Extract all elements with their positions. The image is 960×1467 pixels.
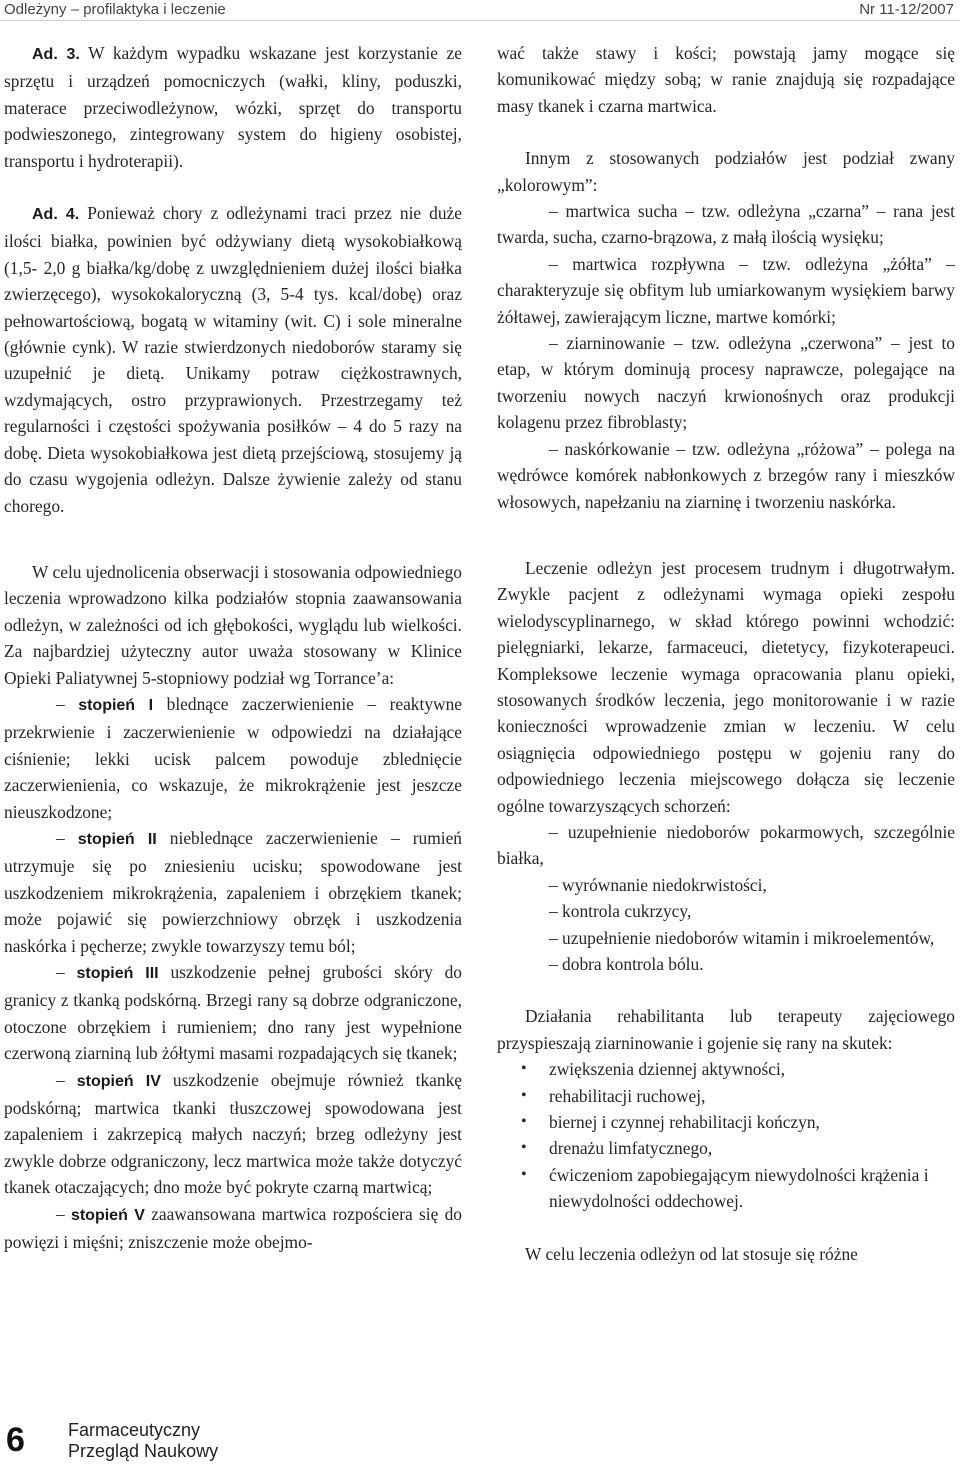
stage-3-label: stopień III xyxy=(76,965,159,982)
left-column xyxy=(4,40,462,1255)
general-item: – wyrównanie niedokrwistości, xyxy=(549,874,767,895)
bullet-icon: • xyxy=(521,1060,527,1078)
ad4-paragraph xyxy=(4,200,462,519)
list-item: • zwiększenia dziennej aktywności, xyxy=(497,1056,955,1082)
list-item: • drenażu limfatycznego, xyxy=(497,1135,955,1161)
stage-2-label: stopień II xyxy=(77,830,157,848)
color-item-black: – martwica sucha – tzw. odleżyna „czarna” – rana jest twarda, sucha, czarno-brązowa, z małą ilością wysięku; xyxy=(497,201,955,248)
ad3-paragraph xyxy=(4,40,462,174)
treatment-paragraph: Leczenie odleżyn jest procesem trudnym i długotrwałym. Zwykle pacjent z odleżynami wymaga opieki zespołu wielodyscyplinarnego, w skład którego powinni wchodzić: pielęgniarki, lekarze, farmaceuci, dietetycy, fizykoterapeuci. Kompleksowe leczenie wymaga opracowania planu opieki, stosowanych środków leczenia, jego monitorowanie i w razie konieczności wprowadzenie zmian w leczeniu. W celu osiągnięcia odpowiedniego postępu w gojeniu rany do odpowiedniego leczenia miejscowego dołącza się leczenie ogólne towarzyszących schorzeń: xyxy=(497,557,955,816)
general-item: – kontrola cukrzycy, xyxy=(549,901,692,922)
general-item: – uzupełnienie niedoborów witamin i mikroelementów, xyxy=(549,927,935,948)
journal-name: Farmaceutyczny Przegląd Naukowy xyxy=(68,1420,219,1461)
page-header xyxy=(0,0,960,21)
bullet-icon: • xyxy=(521,1165,527,1183)
stage-2-item: – stopień II nieblednące zaczerwienienie – rumień utrzymuje się po zniesieniu ucisku; spowodowane jest uszkodzeniem mikrokrążenia, zapaleniem i obrzękiem tkanek; może pojawić się powierzchniowy obrzęk i uszkodzenia naskórka i pęcherze; zwykle towarzyszy temu ból; xyxy=(4,827,462,956)
list-item: • rehabilitacji ruchowej, xyxy=(497,1083,955,1109)
bullet-icon: • xyxy=(521,1139,527,1157)
stage-3-item: – stopień III uszkodzenie pełnej grubości skóry do granicy z tkanką podskórną. Brzegi rany są dobrze odgraniczone, otoczone obrzękiem i rumieniem; dno rany jest wypełnione czerwoną ziarniną lub żółtymi masami rozpadających się tkanek; xyxy=(4,962,463,1064)
running-title: Odleżyny – profilaktyka i leczenie xyxy=(4,1,226,18)
stage-1-item: – stopień I blednące zaczerwienienie – reaktywne przekrwienie i zaczerwienienie w odpowiedzi na działające ciśnienie; lekki ucisk palcem powoduje zblednięcie zaczerwienienia, co wskazuje, że mikrokrążenie jest jeszcze nieuszkodzone; xyxy=(4,693,462,822)
right-column xyxy=(497,40,955,1267)
rehab-intro: Działania rehabilitanta lub terapeuty zajęciowego przyspieszają ziarninowanie i gojenie się rany na skutek: xyxy=(497,1006,955,1053)
color-item-red: – ziarninowanie – tzw. odleżyna „czerwona” – jest to etap, w którym dominują procesy naprawcze, polegające na tworzeniu nowych naczyń krwionośnych oraz produkcji kolagenu przez fibroblasty; xyxy=(497,333,956,433)
final-paragraph: W celu leczenia odleżyn od lat stosuje się różne xyxy=(525,1243,858,1264)
color-item-yellow: – martwica rozpływna – tzw. odleżyna „żółta” – charakteryzuje się obfitym lub umiarkowanym wysiękiem barwy żółtawej, zawierającym liczne, martwe komórki; xyxy=(497,253,956,327)
list-item: • biernej i czynnej rehabilitacji kończyn, xyxy=(497,1109,955,1135)
stage-4-label: stopień IV xyxy=(76,1072,161,1090)
stage-1-label: stopień I xyxy=(78,696,154,714)
general-item: – dobra kontrola bólu. xyxy=(549,954,704,974)
ad4-text: Ponieważ chory z odleżynami traci przez nie duże ilości białka, powinien być odżywiany dietą wysokobiałkową (1,5- 2,0 g białka/kg/dobę z uwzględnieniem dużej ilości białka zwierzęcego), wysokokaloryczną (3, 5-4 tys. kcal/dobę) oraz pełnowartościową, bogatą w witaminy (wit. C) i sole mineralne (głównie cynk). W razie stwierdzonych niedoborów staramy się uzupełnić je dietą. Unikamy potraw ciężkostrawnych, wzdymających, ostro przyprawionych. Przestrzegamy też regularności i częstości spożywania posiłków – 4 do 5 razy na dobę. Dieta wysokobiałkowa jest dietą przejściową, stosujemy ją do czasu wygojenia odleżyn. Dalsze żywienie zależy od stanu chorego. xyxy=(4,203,462,516)
page-number: 6 xyxy=(6,1421,25,1459)
issue-number: Nr 11-12/2007 xyxy=(859,1,954,18)
list-item: • ćwiczeniom zapobiegającym niewydolności krążenia i niewydolności oddechowej. xyxy=(497,1162,955,1215)
continuation-paragraph: wać także stawy i kości; powstają jamy mogące się komunikować między sobą; w ranie znajdują się rozpadające masy tkanek i czarna martwica. xyxy=(497,43,955,116)
stage-5-item: – stopień V zaawansowana martwica rozpościera się do powięzi i mięśni; zniszczenie może obejmo- xyxy=(4,1203,462,1253)
bullet-icon: • xyxy=(521,1086,527,1104)
colors-intro: Innym z stosowanych podziałów jest podział zwany „kolorowym”: xyxy=(497,148,955,195)
color-item-pink: – naskórkowanie – tzw. odleżyna „różowa” – polega na wędrówce komórek nabłonkowych z brzegów rany i mieszków włosowych, napełzaniu na ziarninę i tworzeniu naskórka. xyxy=(497,438,955,512)
bullet-icon: • xyxy=(521,1113,527,1131)
general-item: – uzupełnienie niedoborów pokarmowych, szczególnie białka, xyxy=(497,821,955,869)
stage-5-label: stopień V xyxy=(70,1206,145,1224)
rehab-list xyxy=(497,1056,955,1214)
stage-4-item: – stopień IV uszkodzenie obejmuje również tkankę podskórną; martwica tkanki tłuszczowej spowodowana jest zapaleniem i zakrzepicą małych naczyń; brzeg odleżyny jest zwykle dobrze odgraniczony, lecz martwica może także dotyczyć tkanek otaczających; dno może być pokryte czarną martwicą; xyxy=(4,1069,463,1198)
ad3-label: Ad. 3. xyxy=(32,46,80,63)
page-footer xyxy=(6,1418,406,1464)
ad4-label: Ad. 4. xyxy=(32,206,80,224)
classification-intro: W celu ujednolicenia obserwacji i stosowania odpowiedniego leczenia wprowadzono kilka podziałów stopnia zaawansowania odleżyn, w zależności od ich głębokości, wyglądu lub wielkości. Za najbardziej użyteczny autor uważa stosowany w Klinice Opieki Paliatywnej 5-stopniowy podział wg Torrance’a: xyxy=(4,561,462,688)
ad3-text: W każdym wypadku wskazane jest korzystanie ze sprzętu i urządzeń pomocniczych (wałki, kliny, poduszki, materace przeciwodleżynow, wózki, sprzęt do transportu podwieszonego, zintegrowany system do higieny osobistej, transportu i hydroterapii). xyxy=(4,43,462,171)
